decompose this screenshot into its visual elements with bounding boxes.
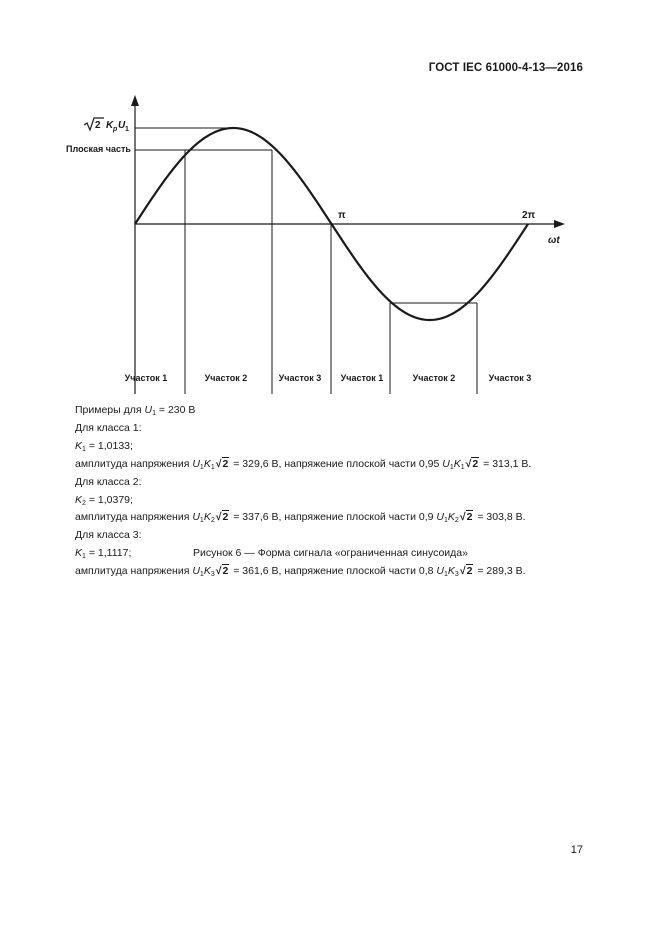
class1-heading: Для класса 1: — [75, 421, 142, 434]
sqrt-symbol: √2 — [465, 457, 479, 470]
segment-label: Участок 2 — [412, 373, 456, 383]
sqrt-symbol: √2 — [215, 457, 229, 470]
sqrt-symbol: √2 — [459, 565, 473, 578]
class2-k-value: $K_2 = 1,0379$; — [75, 493, 133, 507]
kp-subscript: p — [113, 126, 118, 133]
x-label-pi: π — [338, 210, 346, 221]
examples-intro: Примеры для $U_1 = 230$ В — [75, 404, 196, 417]
sqrt-symbol: √2 — [459, 511, 473, 524]
y-axis-arrow — [131, 95, 139, 106]
page-number: 17 — [570, 844, 583, 856]
segment-label: Участок 3 — [278, 373, 322, 383]
class3-amplitude: амплитуда напряжения $U_1K_3√2 = 361,6$ В, напряжение плоской части 0,8 $U_1K_3√2 = 289,3$ В. — [75, 563, 531, 581]
waveform-figure — [0, 0, 661, 400]
sqrt-radicand: 2 — [95, 120, 101, 131]
class3-heading: Для класса 3: — [75, 529, 142, 542]
figure-caption: Рисунок 6 — Форма сигнала «ограниченная синусоида» — [193, 547, 468, 559]
class3-k-value: $K_1 = 1,1117$; — [75, 547, 132, 561]
sqrt-symbol — [84, 118, 104, 130]
class1-amplitude: амплитуда напряжения $U_1K_1√2 = 329,6$ В, напряжение плоской части 0,95 $U_1K_1√2 = 313,1$ В. — [75, 456, 531, 474]
u1-subscript: 1 — [125, 126, 129, 133]
kp-variable: K — [106, 120, 114, 131]
class1-k-value: $K_1 = 1,0133$; — [75, 439, 133, 453]
x-axis-label-omega-t: ωt — [548, 235, 560, 246]
x-axis-arrow — [554, 220, 565, 228]
segment-label: Участок 3 — [488, 373, 532, 383]
x-label-2pi: 2π — [522, 210, 536, 221]
class2-amplitude: амплитуда напряжения $U_1K_2√2 = 337,6$ В, напряжение плоской части 0,9 $U_1K_2√2 = 303,8$ В. — [75, 509, 531, 527]
standard-header: ГОСТ IEC 61000-4-13—2016 — [428, 62, 583, 74]
u1-variable: U — [118, 120, 126, 131]
class2-heading: Для класса 2: — [75, 475, 142, 488]
segment-label: Участок 1 — [340, 373, 384, 383]
sqrt-symbol: √2 — [215, 511, 229, 524]
peak-amplitude-label — [84, 118, 129, 133]
sqrt-symbol: √2 — [215, 565, 229, 578]
flat-part-label: Плоская часть — [66, 144, 131, 154]
segment-label: Участок 1 — [124, 373, 168, 383]
segment-label: Участок 2 — [204, 373, 248, 383]
